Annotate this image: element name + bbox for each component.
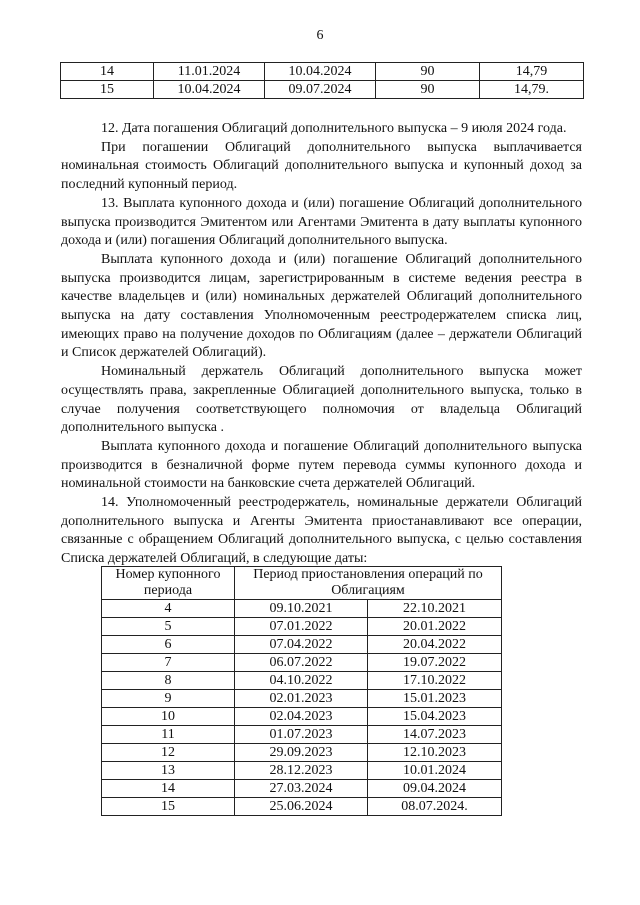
table-cell: 01.07.2023 — [235, 726, 368, 744]
table-cell: 07.01.2022 — [235, 618, 368, 636]
coupon-payment-table — [60, 62, 584, 99]
table-cell: 11 — [102, 726, 235, 744]
page-number: 6 — [316, 28, 324, 43]
paragraph-suspension-dates: 14. Уполномоченный реестродержатель, номинальные держатели Облигаций дополнительного выпуска и Агенты Эмитента приостанавливают все операции, связанные с обращением Облигаций дополнительного выпуска, с целью составления Списка держателей Облигаций, в следующие даты: — [61, 495, 582, 567]
table-row — [102, 780, 502, 798]
table-row — [102, 672, 502, 690]
table-cell: 07.04.2022 — [235, 636, 368, 654]
table-cell: 15.04.2023 — [368, 708, 502, 726]
table-cell: 12 — [102, 744, 235, 762]
table-cell: 20.04.2022 — [368, 636, 502, 654]
table-cell: 17.10.2022 — [368, 672, 502, 690]
table-cell: 27.03.2024 — [235, 780, 368, 798]
paragraph-redemption-payment: При погашении Облигаций дополнительного выпуска выплачивается номинальная стоимость Облигаций дополнительного выпуска и купонный доход за последний купонный период. — [61, 139, 582, 193]
paragraph-cashless-payment: Выплата купонного дохода и погашение Облигаций дополнительного выпуска производится в безналичной форме путем перевода суммы купонного дохода и номинальной стоимости на банковские счета держателей Облигаций. — [61, 438, 582, 492]
table-cell: 15.01.2023 — [368, 690, 502, 708]
table-cell: 4 — [102, 600, 235, 618]
table-cell: 11.01.2024 — [154, 63, 265, 81]
table-cell: 02.01.2023 — [235, 690, 368, 708]
table-cell: 14 — [61, 63, 154, 81]
table-cell: 06.07.2022 — [235, 654, 368, 672]
table-cell: 08.07.2024. — [368, 798, 502, 816]
table-cell: 02.04.2023 — [235, 708, 368, 726]
table-row — [102, 708, 502, 726]
table-cell: 20.01.2022 — [368, 618, 502, 636]
table-cell: 10.04.2024 — [154, 81, 265, 99]
table-row — [102, 798, 502, 816]
table-cell: 25.06.2024 — [235, 798, 368, 816]
table-cell: 15 — [61, 81, 154, 99]
header-coupon-period-number: Номер купонного периода — [102, 567, 235, 600]
table-cell: 09.10.2021 — [235, 600, 368, 618]
table-cell: 28.12.2023 — [235, 762, 368, 780]
paragraph-payment-recipients: Выплата купонного дохода и (или) погашение Облигаций дополнительного выпуска производится лицам, зарегистрированным в системе ведения реестра в качестве владельцев и (или) номинальных держателей Облигаций дополнительного выпуска на дату составления Уполномоченным реестродержателем списка лиц, имеющих право на получение доходов по Облигациям (далее – держатели Облигаций и Список держателей Облигаций). — [61, 251, 582, 361]
table-row — [102, 762, 502, 780]
table-cell: 10 — [102, 708, 235, 726]
table-cell: 04.10.2022 — [235, 672, 368, 690]
table-row — [102, 654, 502, 672]
table-cell: 09.04.2024 — [368, 780, 502, 798]
paragraph-payment-agents: 13. Выплата купонного дохода и (или) погашение Облигаций дополнительного выпуска производится Эмитентом или Агентами Эмитента в дату выплаты купонного дохода и (или) погашения Облигаций дополнительного выпуска. — [61, 195, 582, 249]
paragraph-nominal-holder: Номинальный держатель Облигаций дополнительного выпуска может осуществлять права, закрепленные Облигацией дополнительного выпуска, только в случае получения соответствующего полномочия от владельца Облигаций дополнительного выпуска . — [61, 364, 582, 436]
table-row — [61, 81, 584, 99]
table-row — [61, 63, 584, 81]
table-cell: 10.01.2024 — [368, 762, 502, 780]
table-cell: 9 — [102, 690, 235, 708]
table-row — [102, 726, 502, 744]
table-cell: 90 — [376, 63, 480, 81]
table-cell: 6 — [102, 636, 235, 654]
paragraph-redemption-date: 12. Дата погашения Облигаций дополнительного выпуска – 9 июля 2024 года. — [101, 121, 567, 136]
table-row — [102, 600, 502, 618]
table-cell: 29.09.2023 — [235, 744, 368, 762]
suspension-period-table — [101, 566, 502, 816]
table-row — [102, 744, 502, 762]
table-cell: 22.10.2021 — [368, 600, 502, 618]
table-cell: 10.04.2024 — [265, 63, 376, 81]
table-cell: 13 — [102, 762, 235, 780]
header-suspension-period: Период приостановления операций по Облигациям — [235, 567, 502, 600]
table-cell: 09.07.2024 — [265, 81, 376, 99]
table-cell: 90 — [376, 81, 480, 99]
table-cell: 15 — [102, 798, 235, 816]
table-cell: 7 — [102, 654, 235, 672]
table-cell: 14,79 — [480, 63, 584, 81]
table-cell: 19.07.2022 — [368, 654, 502, 672]
table-row — [102, 636, 502, 654]
table-cell: 8 — [102, 672, 235, 690]
document-body — [61, 120, 582, 569]
table-cell: 14,79. — [480, 81, 584, 99]
table-cell: 14.07.2023 — [368, 726, 502, 744]
table-cell: 14 — [102, 780, 235, 798]
table-row — [102, 618, 502, 636]
table-row — [102, 690, 502, 708]
table-cell: 12.10.2023 — [368, 744, 502, 762]
table-cell: 5 — [102, 618, 235, 636]
